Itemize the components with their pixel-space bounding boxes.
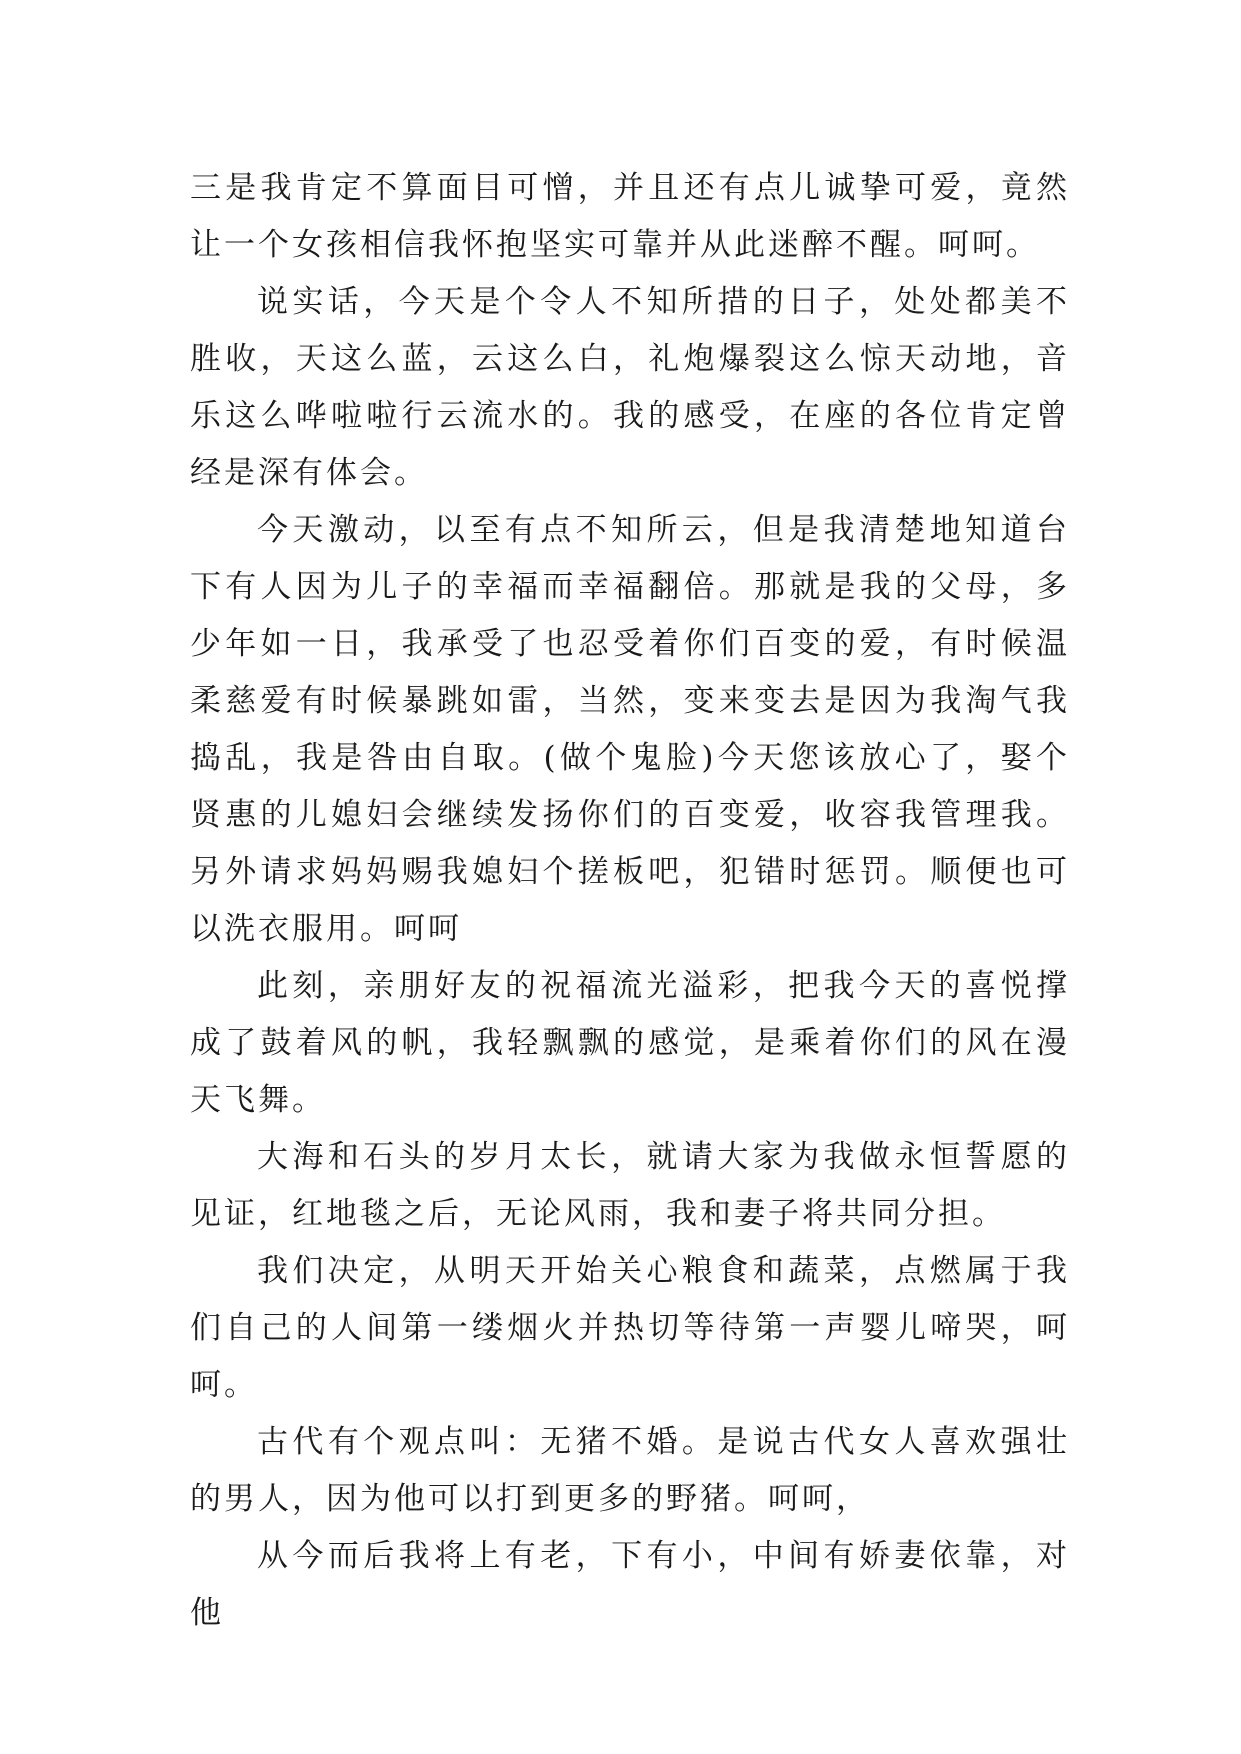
paragraph-1: 三是我肯定不算面目可憎，并且还有点儿诚挚可爱，竟然让一个女孩相信我怀抱坚实可靠并从此迷醉不醒。呵呵。 bbox=[190, 170, 1070, 263]
document-body bbox=[190, 160, 1070, 1642]
paragraph-8: 从今而后我将上有老，下有小，中间有娇妻依靠，对他 bbox=[190, 1538, 1070, 1631]
paragraph-6: 我们决定，从明天开始关心粮食和蔬菜，点燃属于我们自己的人间第一缕烟火并热切等待第一声婴儿啼哭，呵呵。 bbox=[190, 1253, 1070, 1403]
paragraph-4: 此刻，亲朋好友的祝福流光溢彩，把我今天的喜悦撑成了鼓着风的帆，我轻飘飘的感觉，是乘着你们的风在漫天飞舞。 bbox=[190, 968, 1070, 1118]
paragraph-7: 古代有个观点叫：无猪不婚。是说古代女人喜欢强壮的男人，因为他可以打到更多的野猪。呵呵， bbox=[190, 1424, 1070, 1517]
paragraph-3: 今天激动，以至有点不知所云，但是我清楚地知道台下有人因为儿子的幸福而幸福翻倍。那就是我的父母，多少年如一日，我承受了也忍受着你们百变的爱，有时候温柔慈爱有时候暴跳如雷，当然，变来变去是因为我淘气我捣乱，我是咎由自取。(做个鬼脸)今天您该放心了，娶个贤惠的儿媳妇会继续发扬你们的百变爱，收容我管理我。另外请求妈妈赐我媳妇个搓板吧，犯错时惩罚。顺便也可以洗衣服用。呵呵 bbox=[190, 512, 1070, 947]
paragraph-2: 说实话，今天是个令人不知所措的日子，处处都美不胜收，天这么蓝，云这么白，礼炮爆裂这么惊天动地，音乐这么哗啦啦行云流水的。我的感受，在座的各位肯定曾经是深有体会。 bbox=[190, 284, 1070, 491]
paragraph-5: 大海和石头的岁月太长，就请大家为我做永恒誓愿的见证，红地毯之后，无论风雨，我和妻子将共同分担。 bbox=[190, 1139, 1070, 1232]
